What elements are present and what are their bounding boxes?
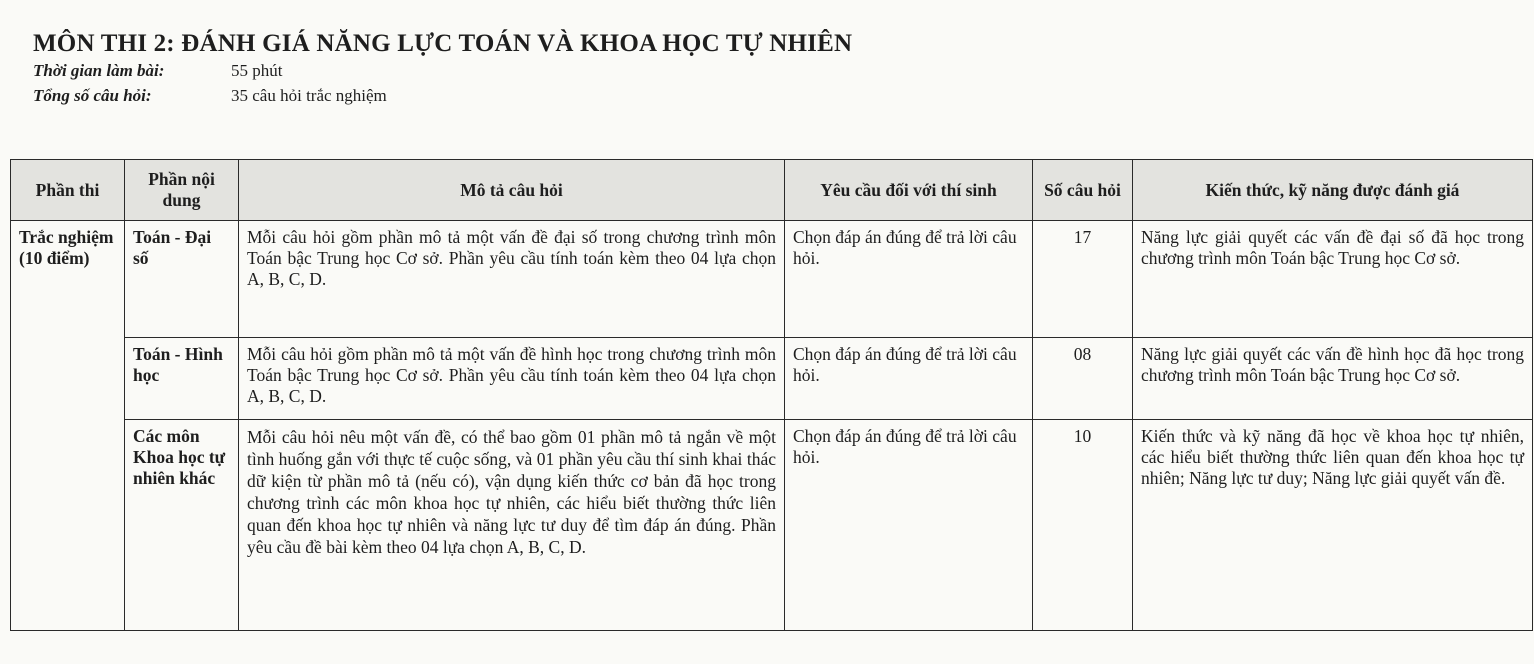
skills-cell: Kiến thức và kỹ năng đã học về khoa học tự nhiên, các hiểu biết thường thức liên quan đến khoa học tự nhiên; Năng lực tư duy; Năng lực giải quyết vấn đề. <box>1133 420 1533 631</box>
question-count <box>33 86 387 106</box>
section-score: (10 điểm) <box>19 248 90 268</box>
page-title: MÔN THI 2: ĐÁNH GIÁ NĂNG LỰC TOÁN VÀ KHOA HỌC TỰ NHIÊN <box>33 30 853 57</box>
count-cell: 17 <box>1033 221 1133 338</box>
column-header-skills: Kiến thức, kỹ năng được đánh giá <box>1133 160 1533 221</box>
column-header-section: Phần thi <box>11 160 125 221</box>
skills-cell: Năng lực giải quyết các vấn đề đại số đã học trong chương trình môn Toán bậc Trung học Cơ sở. <box>1133 221 1533 338</box>
column-header-requirement: Yêu cầu đối với thí sinh <box>785 160 1033 221</box>
table-row <box>11 420 1533 631</box>
exam-structure-table <box>10 159 1533 631</box>
table-header-row <box>11 160 1533 221</box>
requirement-cell: Chọn đáp án đúng để trả lời câu hỏi. <box>785 338 1033 420</box>
count-cell: 10 <box>1033 420 1133 631</box>
table-row <box>11 221 1533 338</box>
exam-duration-value: 55 phút <box>231 61 283 80</box>
requirement-cell: Chọn đáp án đúng để trả lời câu hỏi. <box>785 221 1033 338</box>
exam-duration <box>33 61 282 81</box>
description-cell: Mỗi câu hỏi nêu một vấn đề, có thể bao gồm 01 phần mô tả ngắn về một tình huống gắn với thực tế cuộc sống, và 01 phần yêu cầu thí sinh khai thác dữ kiện từ phần mô tả (nếu có), vận dụng kiến thức cơ bản đã học trong chương trình các môn khoa học tự nhiên, các hiểu biết thường thức liên quan đến khoa học tự nhiên và năng lực tư duy để tìm đáp án đúng. Phần yêu cầu đề bài kèm theo 04 lựa chọn A, B, C, D. <box>239 420 785 631</box>
description-cell: Mỗi câu hỏi gồm phần mô tả một vấn đề đại số trong chương trình môn Toán bậc Trung học Cơ sở. Phần yêu cầu tính toán kèm theo 04 lựa chọn A, B, C, D. <box>239 221 785 338</box>
description-cell: Mỗi câu hỏi gồm phần mô tả một vấn đề hình học trong chương trình môn Toán bậc Trung học Cơ sở. Phần yêu cầu tính toán kèm theo 04 lựa chọn A, B, C, D. <box>239 338 785 420</box>
column-header-count: Số câu hỏi <box>1033 160 1133 221</box>
skills-cell: Năng lực giải quyết các vấn đề hình học đã học trong chương trình môn Toán bậc Trung học Cơ sở. <box>1133 338 1533 420</box>
column-header-content: Phần nội dung <box>125 160 239 221</box>
count-cell: 08 <box>1033 338 1133 420</box>
exam-duration-label: Thời gian làm bài: <box>33 61 165 80</box>
section-cell <box>11 221 125 631</box>
column-header-description: Mô tả câu hỏi <box>239 160 785 221</box>
content-cell: Toán - Đại số <box>125 221 239 338</box>
content-cell: Các môn Khoa học tự nhiên khác <box>125 420 239 631</box>
section-name: Trắc nghiệm <box>19 227 114 247</box>
question-count-value: 35 câu hỏi trắc nghiệm <box>231 86 387 105</box>
question-count-label: Tổng số câu hỏi: <box>33 86 152 105</box>
table-row <box>11 338 1533 420</box>
requirement-cell: Chọn đáp án đúng để trả lời câu hỏi. <box>785 420 1033 631</box>
content-cell: Toán - Hình học <box>125 338 239 420</box>
